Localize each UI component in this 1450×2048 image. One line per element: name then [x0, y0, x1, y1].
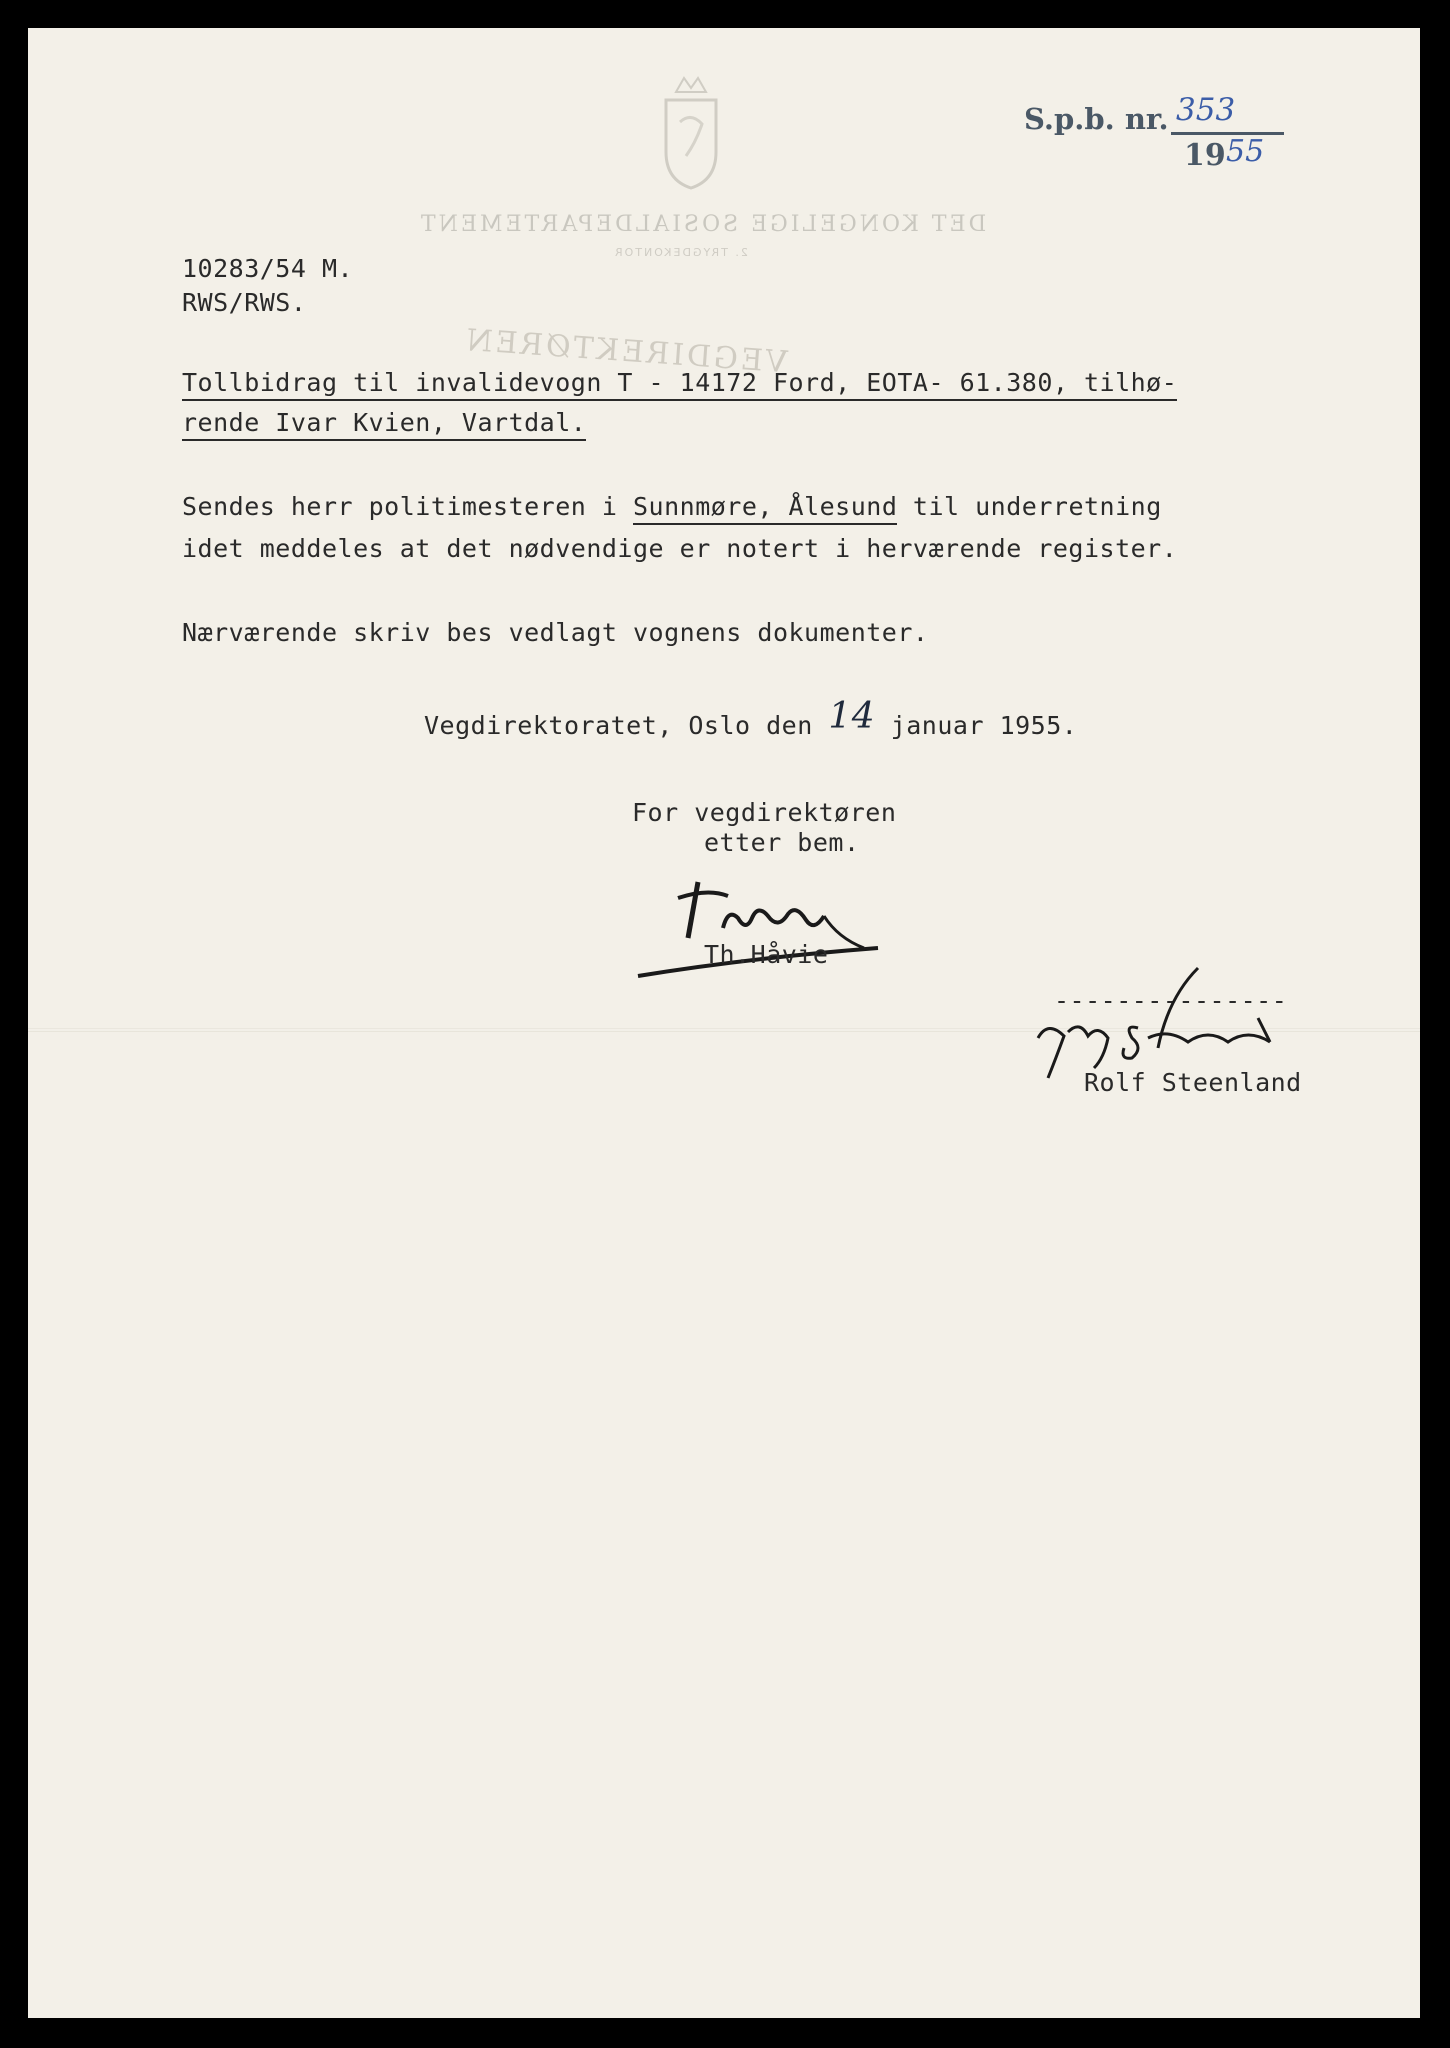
document-page	[28, 28, 1420, 2018]
bleed-through-department: DET KONGELIGE SOSIALDEPARTEMENT	[418, 212, 987, 237]
date-line-pre: Vegdirektoratet, Oslo den	[424, 711, 829, 740]
signatory-1-name: Th.Håvie	[704, 940, 829, 969]
reference-number: 10283/54 M.	[182, 254, 354, 283]
spb-year-suffix: 55	[1226, 134, 1265, 169]
bleed-through-office: 2. TRYGDEKONTOR	[613, 246, 748, 259]
reference-initials: RWS/RWS.	[182, 288, 307, 317]
body-text-post: til underretning	[897, 492, 1162, 521]
subject-line-1: Tollbidrag til invalidevogn T - 14172 Ford, EOTA- 61.380, tilhø-	[182, 368, 1177, 401]
subject-line-2: rende Ivar Kvien, Vartdal.	[182, 408, 586, 441]
body-paragraph-1-line-2: idet meddeles at det nødvendige er notert i herværende register.	[182, 534, 1178, 563]
date-day-handwritten: 14	[828, 696, 876, 737]
recipient-location: Sunnmøre, Ålesund	[633, 492, 897, 525]
closing-line-2: etter bem.	[704, 828, 860, 857]
spb-year-prefix: 19	[1184, 138, 1226, 173]
spb-stamp-label: S.p.b. nr.	[1024, 102, 1169, 136]
spb-number: 353	[1176, 92, 1236, 128]
signature-line-dashes: ---------------	[1054, 986, 1288, 1015]
body-text-pre: Sendes herr politimesteren i	[182, 492, 633, 521]
bleed-through-stamp: VEGDIREKTØREN	[462, 322, 789, 381]
date-line-post: januar 1955.	[875, 711, 1078, 740]
body-paragraph-2: Nærværende skriv bes vedlagt vognens dokumenter.	[182, 618, 929, 647]
coat-of-arms-watermark	[656, 72, 726, 192]
date-line	[424, 696, 1078, 743]
signatory-2-name: Rolf Steenland	[1084, 1068, 1302, 1097]
closing-line-1: For vegdirektøren	[632, 798, 897, 827]
body-paragraph-1-line-1	[182, 492, 1162, 521]
